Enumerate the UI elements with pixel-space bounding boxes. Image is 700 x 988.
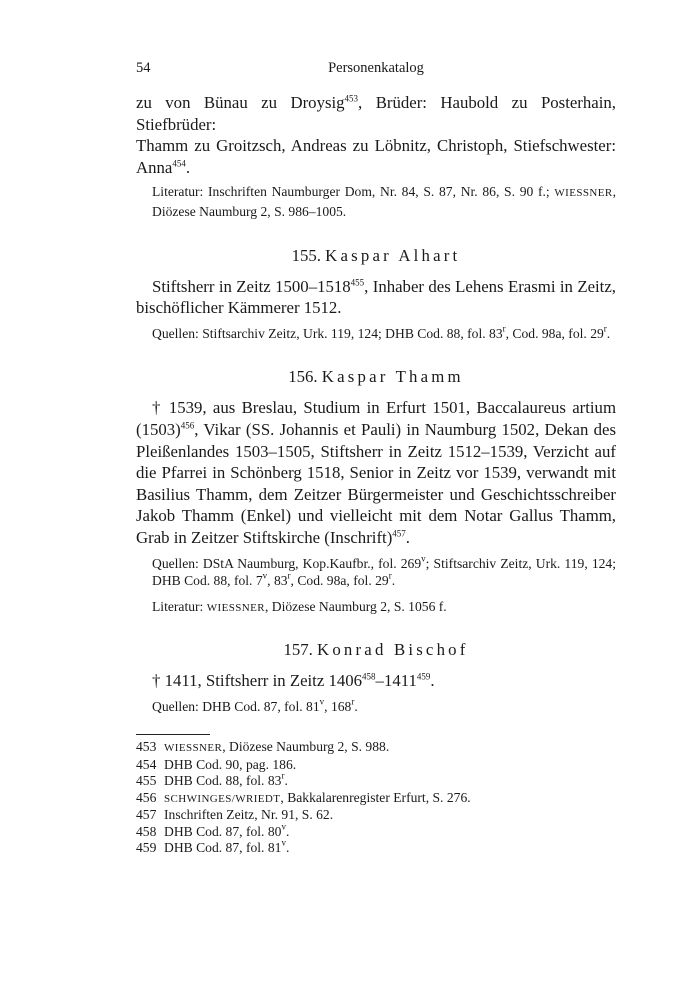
footnote-number: 453 [136,739,157,754]
author-name: WIESSNER [164,742,223,754]
text-run: , Cod. 98a, fol. 29 [505,325,604,341]
text-run: –1411 [375,671,417,691]
entry-number: 157. [283,640,313,660]
entry-name: Konrad Bischof [317,640,469,660]
folio-side: v [319,696,325,707]
text-run: , Cod. 98a, fol. 29 [290,573,389,589]
footnote-separator [136,734,210,735]
footnote-ref[interactable]: 458 [362,671,376,682]
folio-side: r [281,770,285,781]
entry-name: Kaspar Thamm [321,367,464,387]
text-run: † 1411, Stiftsherr in Zeitz 1406 [152,671,363,691]
text-run: zu von Bünau zu Droysig [136,93,345,112]
footnote-number: 458 [136,823,157,839]
text-run: Literatur: Inschriften Naumburger Dom, Nr. 84, S. 87, Nr. 86, S. 90 f.; [152,184,550,200]
folio-side: r [351,696,355,707]
text-run: , 168 [324,698,352,714]
text-run: Stiftsherr in Zeitz 1500–1518 [152,276,351,296]
folio-side: v [421,553,426,564]
footnote [136,790,616,808]
sources-note-156 [136,555,616,590]
entry-heading-155 [136,245,616,267]
entry-number: 156. [288,367,318,387]
footnote [136,837,616,857]
footnote [136,807,616,824]
page-number: 54 [136,60,151,76]
text-run: , Diözese Naumburg 2, S. 1056 f. [264,598,447,614]
text-run: . [405,527,410,547]
footnote [136,821,616,841]
footnote-number: 457 [136,807,157,822]
footnote-ref[interactable]: 455 [350,277,365,288]
text-run: . [185,157,191,177]
footnote-ref[interactable]: 454 [172,158,186,169]
continued-entry-text [136,92,616,178]
text-run: . [606,325,611,341]
text-run: , 83 [267,573,288,589]
footnote-number: 455 [136,773,157,788]
footnote-text [164,807,333,824]
text-run: DHB Cod. 87, fol. 80 [164,823,282,839]
entry-heading-157 [136,639,616,661]
text-run: Inschriften Zeitz, Nr. 91, S. 62. [164,807,334,822]
text-run: Thamm zu Groitzsch, Andreas zu Löbnitz, Christoph, Stiefschwester: Anna [136,136,616,177]
entry-heading-156 [136,366,616,388]
text-run: Literatur: [152,598,204,614]
literature-note-156 [136,598,616,618]
text-run: DHB Cod. 87, fol. 81 [164,840,282,855]
footnote-text [164,821,290,841]
footnote [136,770,616,790]
text-run: Quellen: DStA Naumburg, Kop.Kaufbr., fol. 269 [152,555,422,571]
text-run: . [284,773,288,788]
text-run: , Inhaber des Lehens Erasmi in Zeitz, bischöflicher Kämmerer 1512. [136,276,616,318]
author-name: WIESSNER [206,601,265,614]
sources-note-155 [136,325,616,343]
folio-side: r [603,323,607,334]
literature-note [136,183,616,220]
text-run: DHB Cod. 88, fol. 83 [164,773,282,788]
footnote-text [164,770,288,790]
text-run: , Diözese Naumburg 2, S. 986–1005. [152,184,616,219]
page-header [136,60,616,82]
folio-side: r [388,570,392,581]
text-run: DHB Cod. 90, pag. 186. [164,756,297,772]
page-body [136,92,616,715]
entry-text-156 [136,397,616,548]
footnote-number: 456 [136,789,157,805]
folio-side: r [287,570,291,581]
folio-side: v [281,837,286,848]
footnote-text [164,739,389,757]
entry-number: 155. [291,245,321,265]
author-name: SCHWINGES/WRIEDT [164,792,281,805]
footnote-text [164,757,296,774]
sources-note-157 [136,698,616,716]
text-run: , Brüder: Haubold zu Posterhain, Stiefbrüder: [136,93,616,134]
text-run: Quellen: Stiftsarchiv Zeitz, Urk. 119, 124; DHB Cod. 88, fol. 83 [152,325,503,341]
running-title: Personenkatalog [328,60,424,76]
text-run: , Diözese Naumburg 2, S. 988. [222,739,390,754]
footnote [136,757,616,774]
text-run: . [391,573,396,589]
footnote-ref[interactable]: 457 [392,528,406,539]
text-run: . [430,671,435,691]
footnote-ref[interactable]: 456 [180,420,195,431]
footnote [136,739,616,757]
footnote-text [164,790,471,808]
text-run: ; Stiftsarchiv Zeitz, Urk. 119, 124; DHB Cod. 88, fol. 7 [152,555,616,589]
author-name: WIESSNER [554,187,613,200]
text-run: , Vikar (SS. Johannis et Pauli) in Naumburg 1502, Dekan des Pleißenlandes 1503–1505, Stiftsherr in Zeitz 1512–1539, Verzicht auf die Pfarrei in Schönberg 1518, Senior in Zeitz vor 1539, verwandt mit Basilius Thamm, dem Zeitzer Bürgermeister und Geschichtsschreiber Jakob Thamm (Enkel) und vielleicht mit dem Notar Gallus Thamm, Grab in Zeitzer Stiftskirche (Inschrift) [136,419,616,547]
footnote-ref[interactable]: 459 [416,671,431,682]
text-run: , Bakkalarenregister Erfurt, S. 276. [280,789,471,805]
text-run: . [285,823,290,839]
entry-text-157 [136,670,616,692]
text-run: . [285,840,290,855]
folio-side: v [281,821,286,832]
footnote-text [164,837,290,857]
text-run: † 1539, aus Breslau, Studium in Erfurt 1501, Baccalaureus artium (1503) [136,398,616,439]
footnotes [136,739,616,857]
entry-text-155 [136,276,616,319]
text-run: Quellen: DHB Cod. 87, fol. 81 [152,698,320,714]
text-run: . [354,698,358,714]
footnote-number: 454 [136,756,157,772]
folio-side: v [262,570,268,581]
entry-name: Kaspar Alhart [325,245,461,265]
footnote-ref[interactable]: 453 [344,93,359,104]
footnote-number: 459 [136,840,157,855]
folio-side: r [502,323,506,334]
